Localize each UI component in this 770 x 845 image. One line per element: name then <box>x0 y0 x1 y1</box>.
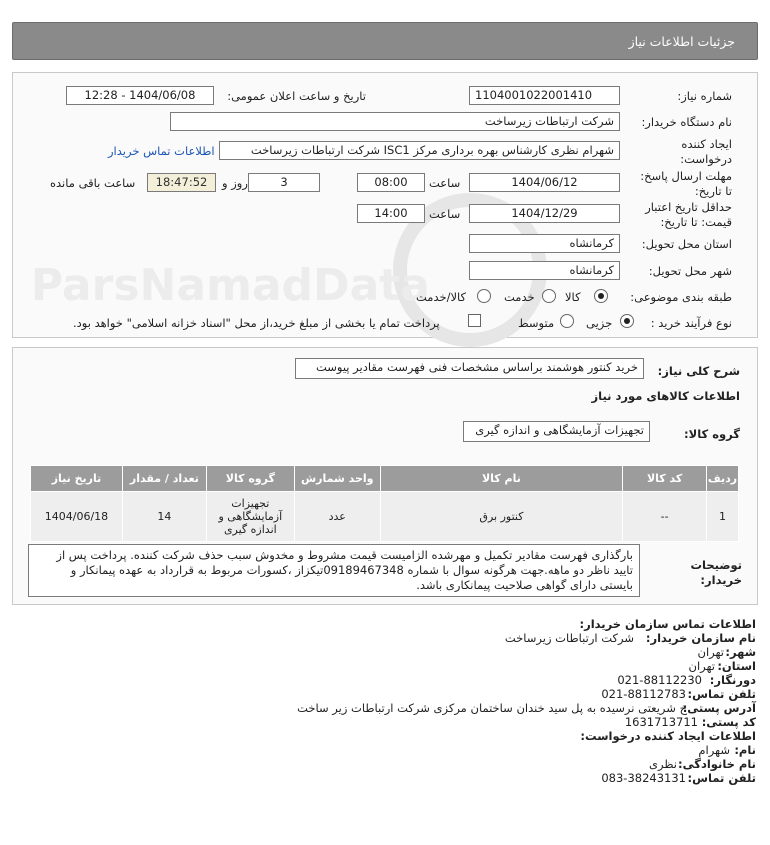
page-header <box>12 22 758 60</box>
cell-code: -- <box>623 492 707 542</box>
deadline-label-2: تا تاریخ: <box>694 184 732 198</box>
treasury-payment-note: پرداخت تمام یا بخشی از مبلغ خرید،از محل "اسناد خزانه اسلامی" خواهد بود. <box>73 316 440 330</box>
validity-date-field: 1404/12/29 <box>469 204 620 223</box>
creator-info-title: اطلاعات ایجاد کننده درخواست: <box>580 729 756 743</box>
province-label: استان محل تحویل: <box>641 237 732 251</box>
creator-family-label: نام خانوادگی: <box>678 757 756 771</box>
col-qty: تعداد / مقدار <box>122 466 206 492</box>
cell-unit: عدد <box>294 492 380 542</box>
contact-postal-label: کد پستی: <box>701 715 756 729</box>
process-option-medium: متوسط <box>518 316 555 330</box>
buyer-notes-label-2: خریدار: <box>700 573 742 587</box>
category-radio-goods-service[interactable] <box>477 289 491 303</box>
category-radio-goods[interactable] <box>594 289 608 303</box>
col-date: تاریخ نیاز <box>31 466 123 492</box>
days-label: روز و <box>222 176 248 190</box>
contact-postal-value: 1631713711 <box>624 715 698 729</box>
table-header-row <box>31 466 739 492</box>
goods-group-field: تجهیزات آزمایشگاهی و اندازه گیری <box>463 421 650 442</box>
goods-group-label: گروه کالا: <box>684 427 740 441</box>
remaining-time-field: 18:47:52 <box>147 173 216 192</box>
contact-city-inline: تهران <box>697 645 724 659</box>
contact-address-label: آدرس پستی: <box>682 701 756 715</box>
category-radio-service[interactable] <box>542 289 556 303</box>
creator-name-label: نام: <box>734 743 756 757</box>
category-option-goods-service: کالا/خدمت <box>416 290 467 304</box>
buyer-field: شرکت ارتباطات زیرساخت <box>170 112 620 131</box>
need-number-label: شماره نیاز: <box>677 89 732 103</box>
province-field: کرمانشاه <box>469 234 620 253</box>
process-radio-minor[interactable] <box>620 314 634 328</box>
goods-info-title: اطلاعات کالاهای مورد نیاز <box>591 389 740 403</box>
process-radio-medium[interactable] <box>560 314 574 328</box>
cell-qty: 14 <box>122 492 206 542</box>
svg-text:ParsNamadData: ParsNamadData <box>30 260 430 311</box>
buyer-contact-link[interactable]: اطلاعات تماس خریدار <box>108 144 215 158</box>
announce-date-field: 1404/06/08 - 12:28 <box>66 86 214 105</box>
col-unit: واحد شمارش <box>294 466 380 492</box>
goods-table <box>30 465 739 542</box>
contact-province-label: استان: <box>717 659 756 673</box>
summary-field: خرید کنتور هوشمند براساس مشخصات فنی فهرست مقادیر پیوست <box>295 358 644 379</box>
col-code: کد کالا <box>623 466 707 492</box>
category-label: طبقه بندی موضوعی: <box>630 290 732 304</box>
deadline-time-label: ساعت <box>429 176 461 190</box>
announce-date-label: تاریخ و ساعت اعلان عمومی: <box>227 89 366 103</box>
cell-name: کنتور برق <box>380 492 622 542</box>
cell-date: 1404/06/18 <box>31 492 123 542</box>
contact-fax-label: دورنگار: <box>709 673 756 687</box>
city-label: شهر محل تحویل: <box>648 264 732 278</box>
creator-phone-value: 083-38243131 <box>601 771 686 785</box>
table-row[interactable] <box>31 492 739 542</box>
contact-address-value: خ شریعتی نرسیده به پل سید خندان ساختمان مرکزی شرکت ارتباطات زیر ساخت <box>297 701 687 715</box>
need-number-field: 1104001022001410 <box>469 86 620 105</box>
page-title: جزئیات اطلاعات نیاز <box>628 34 735 49</box>
creator-phone-label: تلفن تماس: <box>687 771 756 785</box>
creator-label-2: درخواست: <box>680 152 732 166</box>
contact-fax-value: 021-88112230 <box>617 673 702 687</box>
cell-row: 1 <box>707 492 739 542</box>
contact-title: اطلاعات تماس سازمان خریدار: <box>579 617 756 631</box>
contact-phone-label: تلفن تماس: <box>687 687 756 701</box>
creator-family-value: نظری <box>649 757 677 771</box>
deadline-label-1: مهلت ارسال پاسخ: <box>640 169 732 183</box>
validity-time-field: 14:00 <box>357 204 425 223</box>
buyer-notes-text: بارگذاری فهرست مقادیر تکمیل و مهرشده الزامیست قیمت مشروط و مخدوش سبب حذف شرکت کننده. پرداخت پس از تایید ناظر دو ماهه.جهت هرگونه سوال با شماره 09189467348تیکزاز ،کسورات مربوط به قرارداد به عهده پیمانکار و بایستی دارای گواهی صلاحیت پیمانکاری باشد. <box>28 544 640 597</box>
summary-label: شرح کلی نیاز: <box>657 364 740 378</box>
creator-field: شهرام نظری کارشناس بهره برداری مرکز ISC1 شرکت ارتباطات زیرساخت <box>219 141 620 160</box>
buyer-notes-label-1: توضیحات <box>690 558 742 572</box>
process-option-minor: جزیی <box>586 316 613 330</box>
contact-org-value: شرکت ارتباطات زیرساخت <box>504 631 634 645</box>
col-name: نام کالا <box>380 466 622 492</box>
contact-city-label: شهر: <box>725 645 756 659</box>
category-option-goods: کالا <box>565 290 581 304</box>
deadline-time-field: 08:00 <box>357 173 425 192</box>
contact-phone-value: 021-88112783 <box>601 687 686 701</box>
cell-group: تجهیزات آزمایشگاهی و اندازه گیری <box>206 492 294 542</box>
treasury-payment-checkbox[interactable] <box>468 314 481 327</box>
col-row: ردیف <box>707 466 739 492</box>
remaining-time-label: ساعت باقی مانده <box>50 176 136 190</box>
creator-name-value: شهرام <box>698 743 730 757</box>
validity-label-2: قیمت: تا تاریخ: <box>660 215 732 229</box>
buyer-label: نام دستگاه خریدار: <box>641 115 732 129</box>
col-group: گروه کالا <box>206 466 294 492</box>
validity-time-label: ساعت <box>429 207 461 221</box>
contact-province-value: تهران <box>688 659 715 673</box>
days-field: 3 <box>248 173 320 192</box>
validity-label-1: حداقل تاریخ اعتبار <box>645 200 732 214</box>
process-label: نوع فرآیند خرید : <box>650 316 732 330</box>
creator-label-1: ایجاد کننده <box>681 137 732 151</box>
category-option-service: خدمت <box>504 290 535 304</box>
city-field: کرمانشاه <box>469 261 620 280</box>
contact-org-label: نام سازمان خریدار: <box>645 631 756 645</box>
deadline-date-field: 1404/06/12 <box>469 173 620 192</box>
